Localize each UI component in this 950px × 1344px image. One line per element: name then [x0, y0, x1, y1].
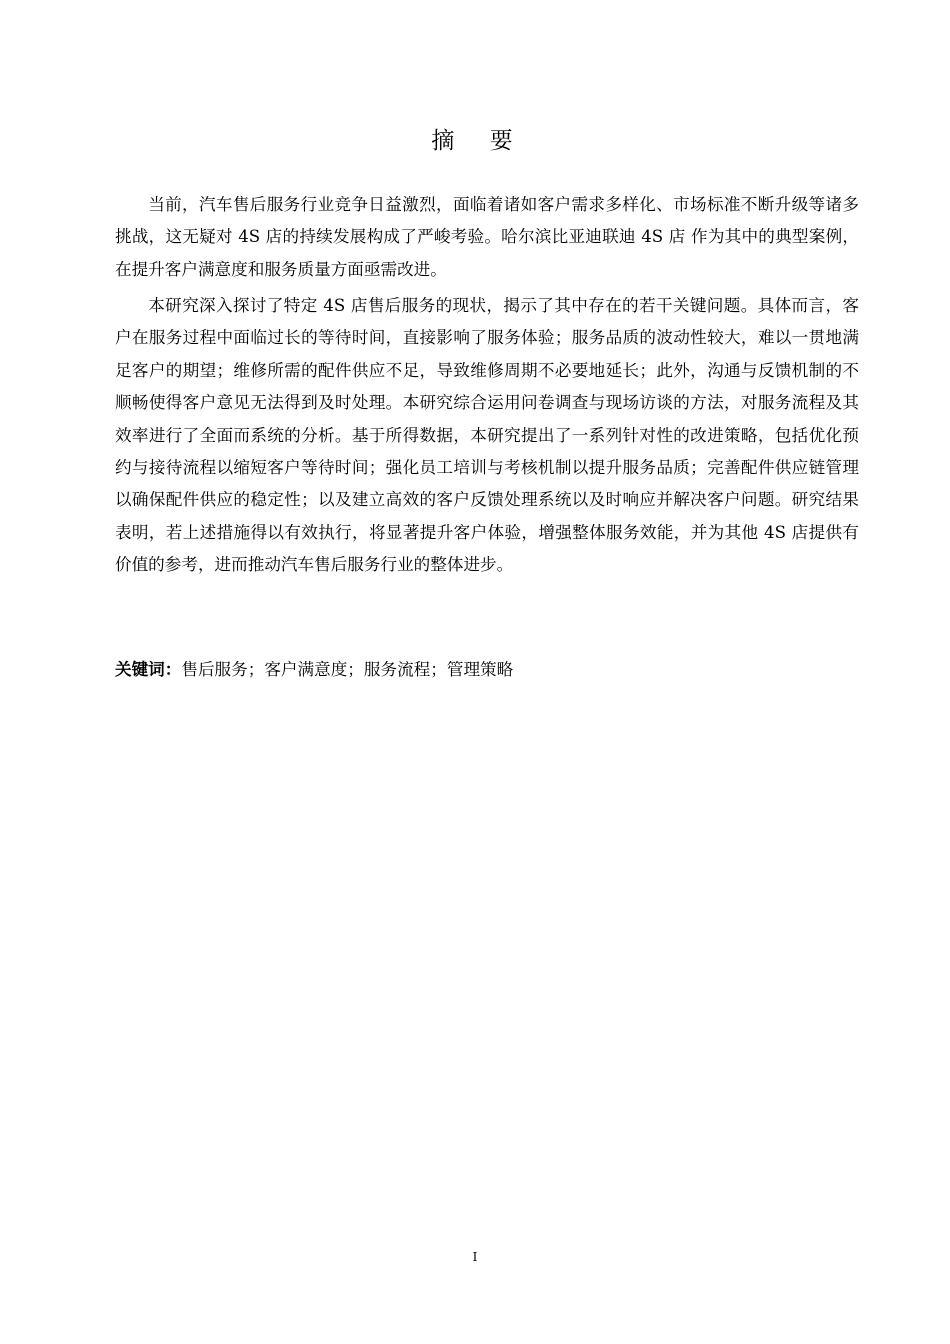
abstract-paragraph-1: 当前，汽车售后服务行业竞争日益激烈，面临着诸如客户需求多样化、市场标准不断升级等诸多挑战，这无疑对 4S 店的持续发展构成了严峻考验。哈尔滨比亚迪联迪 4S 店 作为其中的典型案例，在提升客户满意度和服务质量方面亟需改进。 — [115, 195, 859, 279]
abstract-paragraph-1-block — [115, 189, 859, 286]
abstract-paragraph-2: 本研究深入探讨了特定 4S 店售后服务的现状，揭示了其中存在的若干关键问题。具体而言，客户在服务过程中面临过长的等待时间，直接影响了服务体验；服务品质的波动性较大，难以一贯地满足客户的期望；维修所需的配件供应不足，导致维修周期不必要地延长；此外，沟通与反馈机制的不顺畅使得客户意见无法得到及时处理。本研究综合运用问卷调查与现场访谈的方法，对服务流程及其效率进行了全面而系统的分析。基于所得数据，本研究提出了一系列针对性的改进策略，包括优化预约与接待流程以缩短客户等待时间；强化员工培训与考核机制以提升服务品质；完善配件供应链管理以确保配件供应的稳定性；以及建立高效的客户反馈处理系统以及时响应并解决客户问题。研究结果表明，若上述措施得以有效执行，将显著提升客户体验，增强整体服务效能，并为其他 4S 店提供有价值的参考，进而推动汽车售后服务行业的整体进步。 — [115, 296, 859, 575]
keywords-list: 售后服务；客户满意度；服务流程；管理策略 — [181, 660, 514, 679]
abstract-paragraph-2-block — [115, 290, 859, 582]
abstract-title: 摘 要 — [431, 128, 527, 154]
page-number: I — [472, 1250, 478, 1264]
keywords-line — [115, 654, 859, 686]
keywords-label: 关键词： — [115, 660, 182, 679]
